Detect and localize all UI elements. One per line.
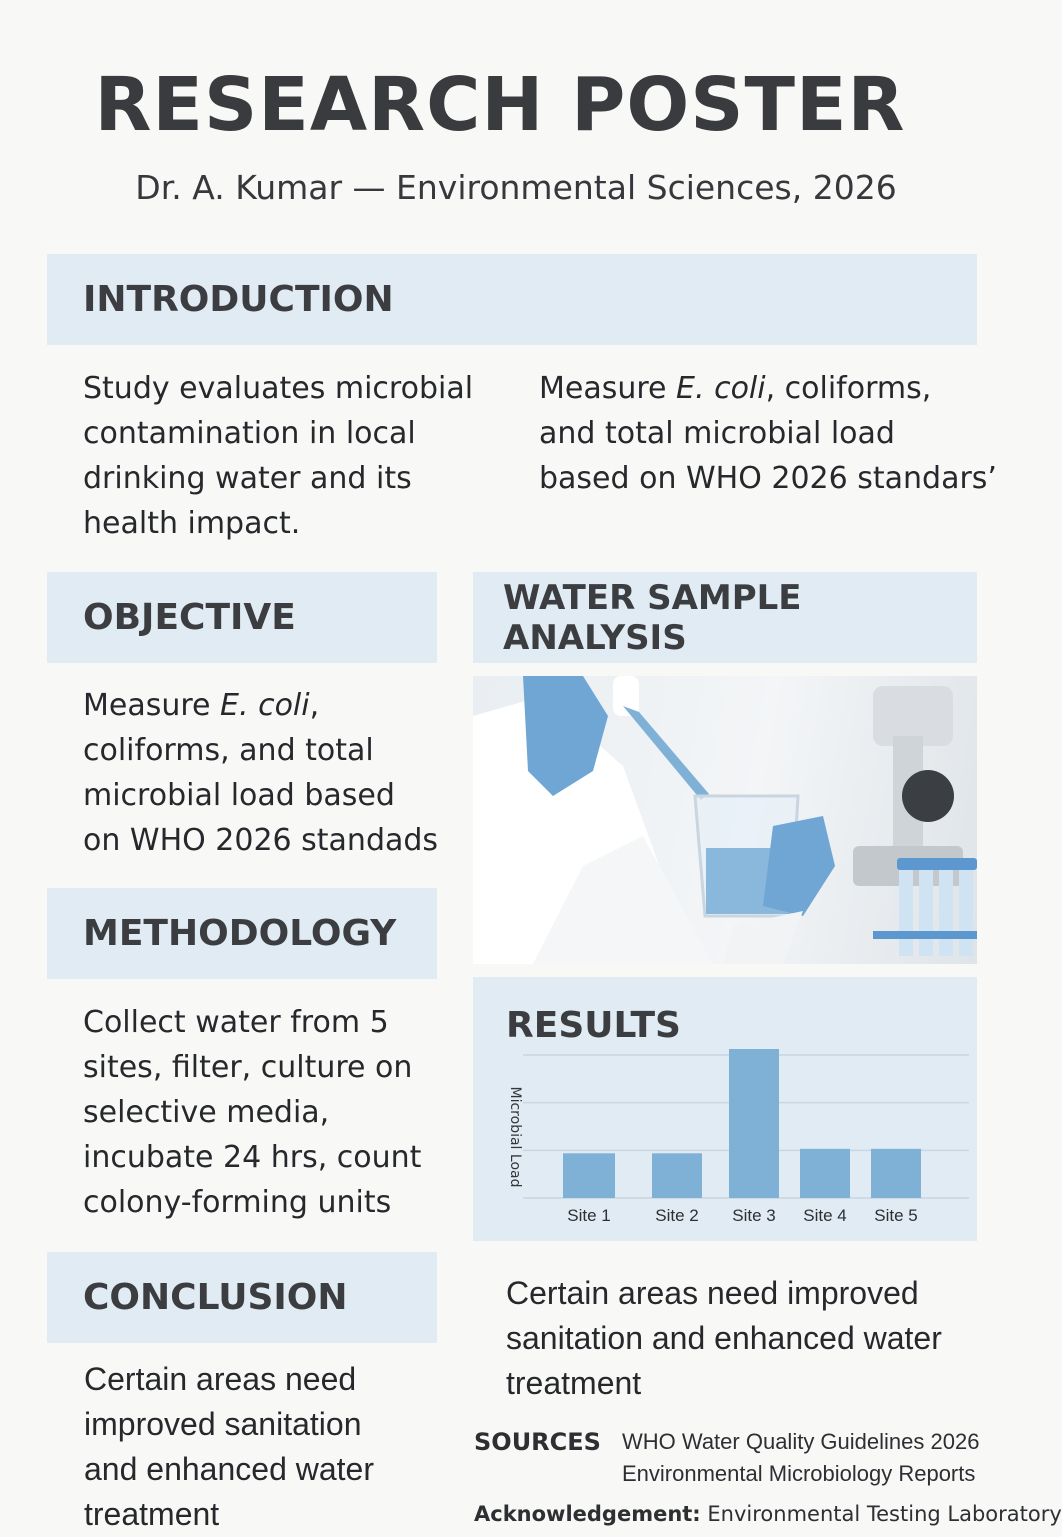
conclusion-right-text: Certain areas need improved sanitation and enhanced water treatment — [506, 1275, 942, 1401]
results-panel — [473, 977, 977, 1241]
x-tick-label: Site 3 — [732, 1206, 776, 1225]
microscope-knob — [902, 770, 954, 822]
introduction-text: Study evaluates microbial contamination in local drinking water and its health impact. — [83, 371, 474, 541]
rack-bar — [873, 931, 977, 939]
acknowledgement-label: Acknowledgement: — [474, 1502, 701, 1526]
source-item: WHO Water Quality Guidelines 2026 — [622, 1429, 980, 1454]
methodology-heading: METHODOLOGY — [47, 888, 437, 979]
objective-heading: OBJECTIVE — [47, 572, 437, 663]
analysis-heading: WATER SAMPLE ANALYSIS — [473, 572, 977, 663]
pipette-tip — [623, 706, 709, 800]
poster-title: RESEARCH POSTER — [94, 62, 906, 148]
bar-site-1 — [563, 1153, 615, 1198]
methodology-text: Collect water from 5 sites, filter, culture on selective media, incubate 24 hrs, count colony-forming units — [83, 1005, 422, 1220]
sources-list — [622, 1426, 979, 1490]
results-chart — [473, 977, 977, 1241]
lower-glove — [763, 816, 835, 916]
bar-site-3 — [729, 1049, 779, 1198]
introduction-right-text: Measure E. coli, coliforms, and total microbial load based on WHO 2026 standars’ — [539, 371, 997, 496]
x-tick-label: Site 1 — [567, 1206, 611, 1225]
acknowledgement-text: Environmental Testing Laboratory — [707, 1502, 1062, 1526]
objective-text: Measure E. coli, coliforms, and total microbial load based on WHO 2026 standads — [83, 688, 439, 858]
source-item: Environmental Microbiology Reports — [622, 1461, 976, 1486]
pipette-top — [613, 676, 639, 716]
lab-scene-illustration — [473, 676, 977, 964]
bar-site-4 — [800, 1149, 850, 1198]
lab-photo — [473, 676, 977, 964]
x-tick-label: Site 5 — [874, 1206, 918, 1225]
test-tube — [919, 866, 933, 956]
test-tube — [959, 866, 973, 956]
acknowledgement — [474, 1502, 1062, 1526]
tube-caps — [897, 858, 977, 870]
y-axis-label: Microbial Load — [507, 1086, 523, 1188]
x-tick-label: Site 4 — [803, 1206, 847, 1225]
results-heading: RESULTS — [506, 1005, 681, 1046]
test-tube — [899, 866, 913, 956]
test-tube — [939, 866, 953, 956]
introduction-heading: INTRODUCTION — [47, 254, 977, 345]
sleeve — [723, 911, 803, 964]
conclusion-heading: CONCLUSION — [47, 1252, 437, 1343]
conclusion-text: Certain areas need improved sanitation and enhanced water treatment — [84, 1361, 374, 1532]
sources-label: SOURCES — [474, 1428, 601, 1456]
x-tick-label: Site 2 — [655, 1206, 699, 1225]
bar-site-2 — [652, 1153, 702, 1198]
poster-subtitle: Dr. A. Kumar — Environmental Sciences, 2026 — [135, 168, 897, 207]
bar-site-5 — [871, 1149, 921, 1198]
